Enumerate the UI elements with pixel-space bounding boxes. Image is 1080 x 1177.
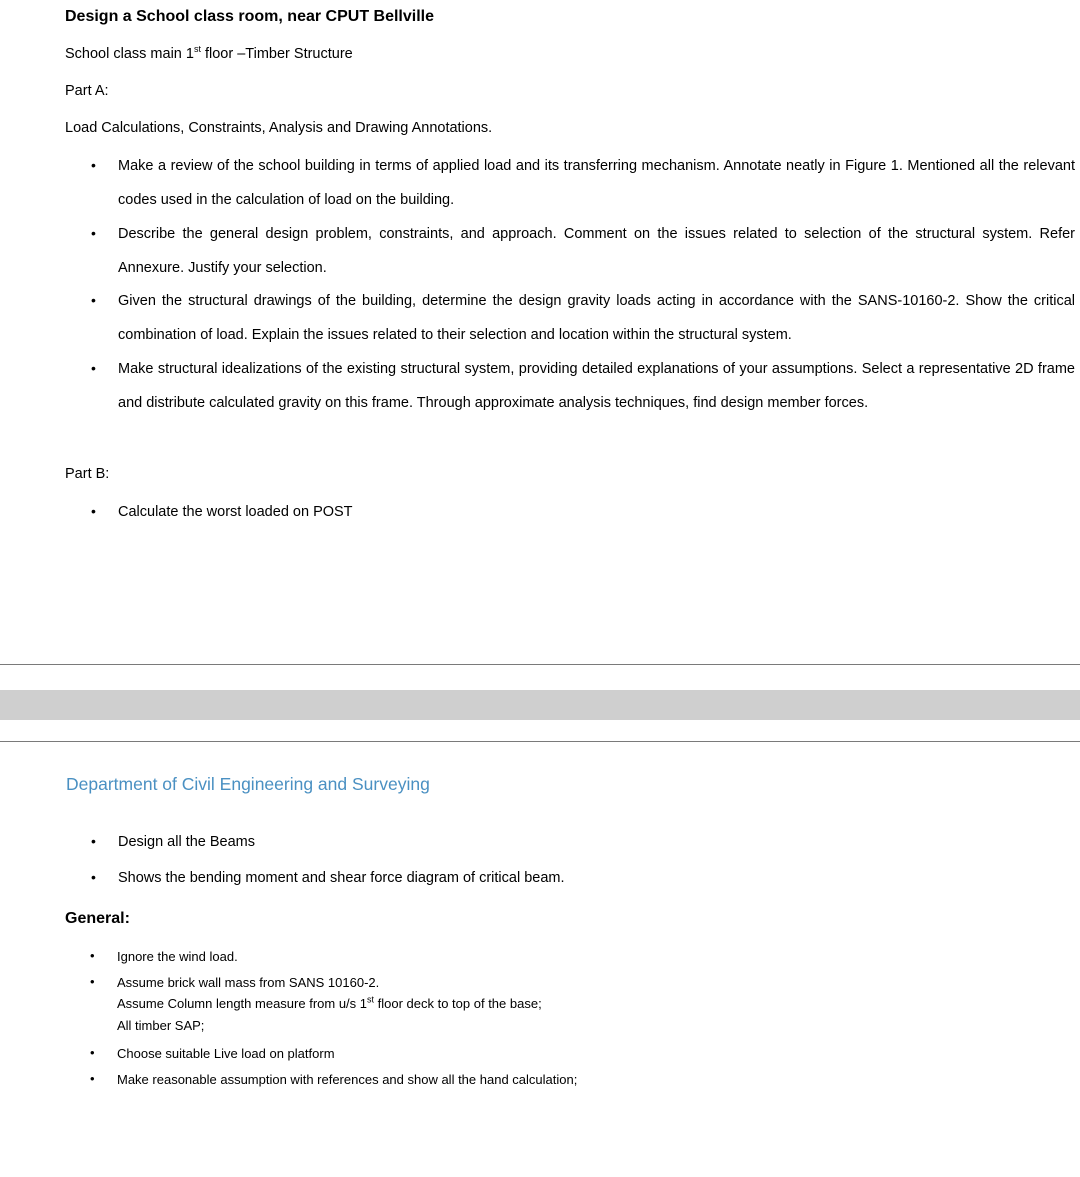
part-b-label: Part B: [65, 466, 110, 482]
general-item-2: Assume brick wall mass from SANS 10160-2. [117, 975, 380, 990]
general-item-2-line-3: All timber SAP; [117, 1018, 205, 1033]
general-heading: General: [65, 910, 130, 927]
part-b-bullet-1: Calculate the worst loaded on POST [118, 504, 353, 520]
page-separator [0, 690, 1080, 720]
bullet-icon: • [90, 948, 95, 963]
department-heading: Department of Civil Engineering and Surveying [66, 774, 430, 794]
document-title: Design a School class room, near CPUT Bellville [65, 8, 435, 25]
part-a-bullet-3: Given the structural drawings of the building, determine the design gravity loads acting in accordance with the SANS-10160-2. Show the critical combination of load. Explain the issues related to their selection and location within the structural system. [118, 293, 1075, 343]
part-a-label: Part A: [65, 83, 109, 99]
part-a-intro: Load Calculations, Constraints, Analysis and Drawing Annotations. [65, 120, 493, 136]
bullet-icon: • [90, 974, 95, 989]
bullet-icon: • [91, 360, 96, 376]
bullet-icon: • [91, 833, 96, 849]
bullet-icon: • [90, 1045, 95, 1060]
part-a-bullet-2: Describe the general design problem, constraints, and approach. Comment on the issues related to selection of the structural system. Refer Annexure. Justify your selection. [118, 226, 1075, 276]
page-bottom-rule [0, 664, 1080, 665]
part-a-bullet-4: Make structural idealizations of the existing structural system, providing detailed explanations of your assumptions. Select a representative 2D frame and distribute calculated gravity on this frame. Through approximate analysis techniques, find design member forces. [118, 361, 1075, 411]
general-item-1: Ignore the wind load. [117, 949, 238, 964]
page2-bullet-1: Design all the Beams [118, 834, 256, 850]
general-item-3: Choose suitable Live load on platform [117, 1046, 335, 1061]
general-item-4: Make reasonable assumption with references and show all the hand calculation; [117, 1072, 578, 1087]
bullet-icon: • [90, 1071, 95, 1086]
part-a-bullet-1: Make a review of the school building in terms of applied load and its transferring mechanism. Annotate neatly in Figure 1. Mentioned all the relevant codes used in the calculation of load on the building. [118, 158, 1075, 208]
page2-bullet-2: Shows the bending moment and shear force diagram of critical beam. [118, 870, 565, 886]
bullet-icon: • [91, 157, 96, 173]
document-subtitle: School class main 1st floor –Timber Structure [65, 44, 353, 62]
bullet-icon: • [91, 225, 96, 241]
bullet-icon: • [91, 292, 96, 308]
bullet-icon: • [91, 869, 96, 885]
page-top-rule [0, 741, 1080, 742]
bullet-icon: • [91, 503, 96, 519]
general-item-2-line-2: Assume Column length measure from u/s 1st floor deck to top of the base; [117, 994, 542, 1011]
